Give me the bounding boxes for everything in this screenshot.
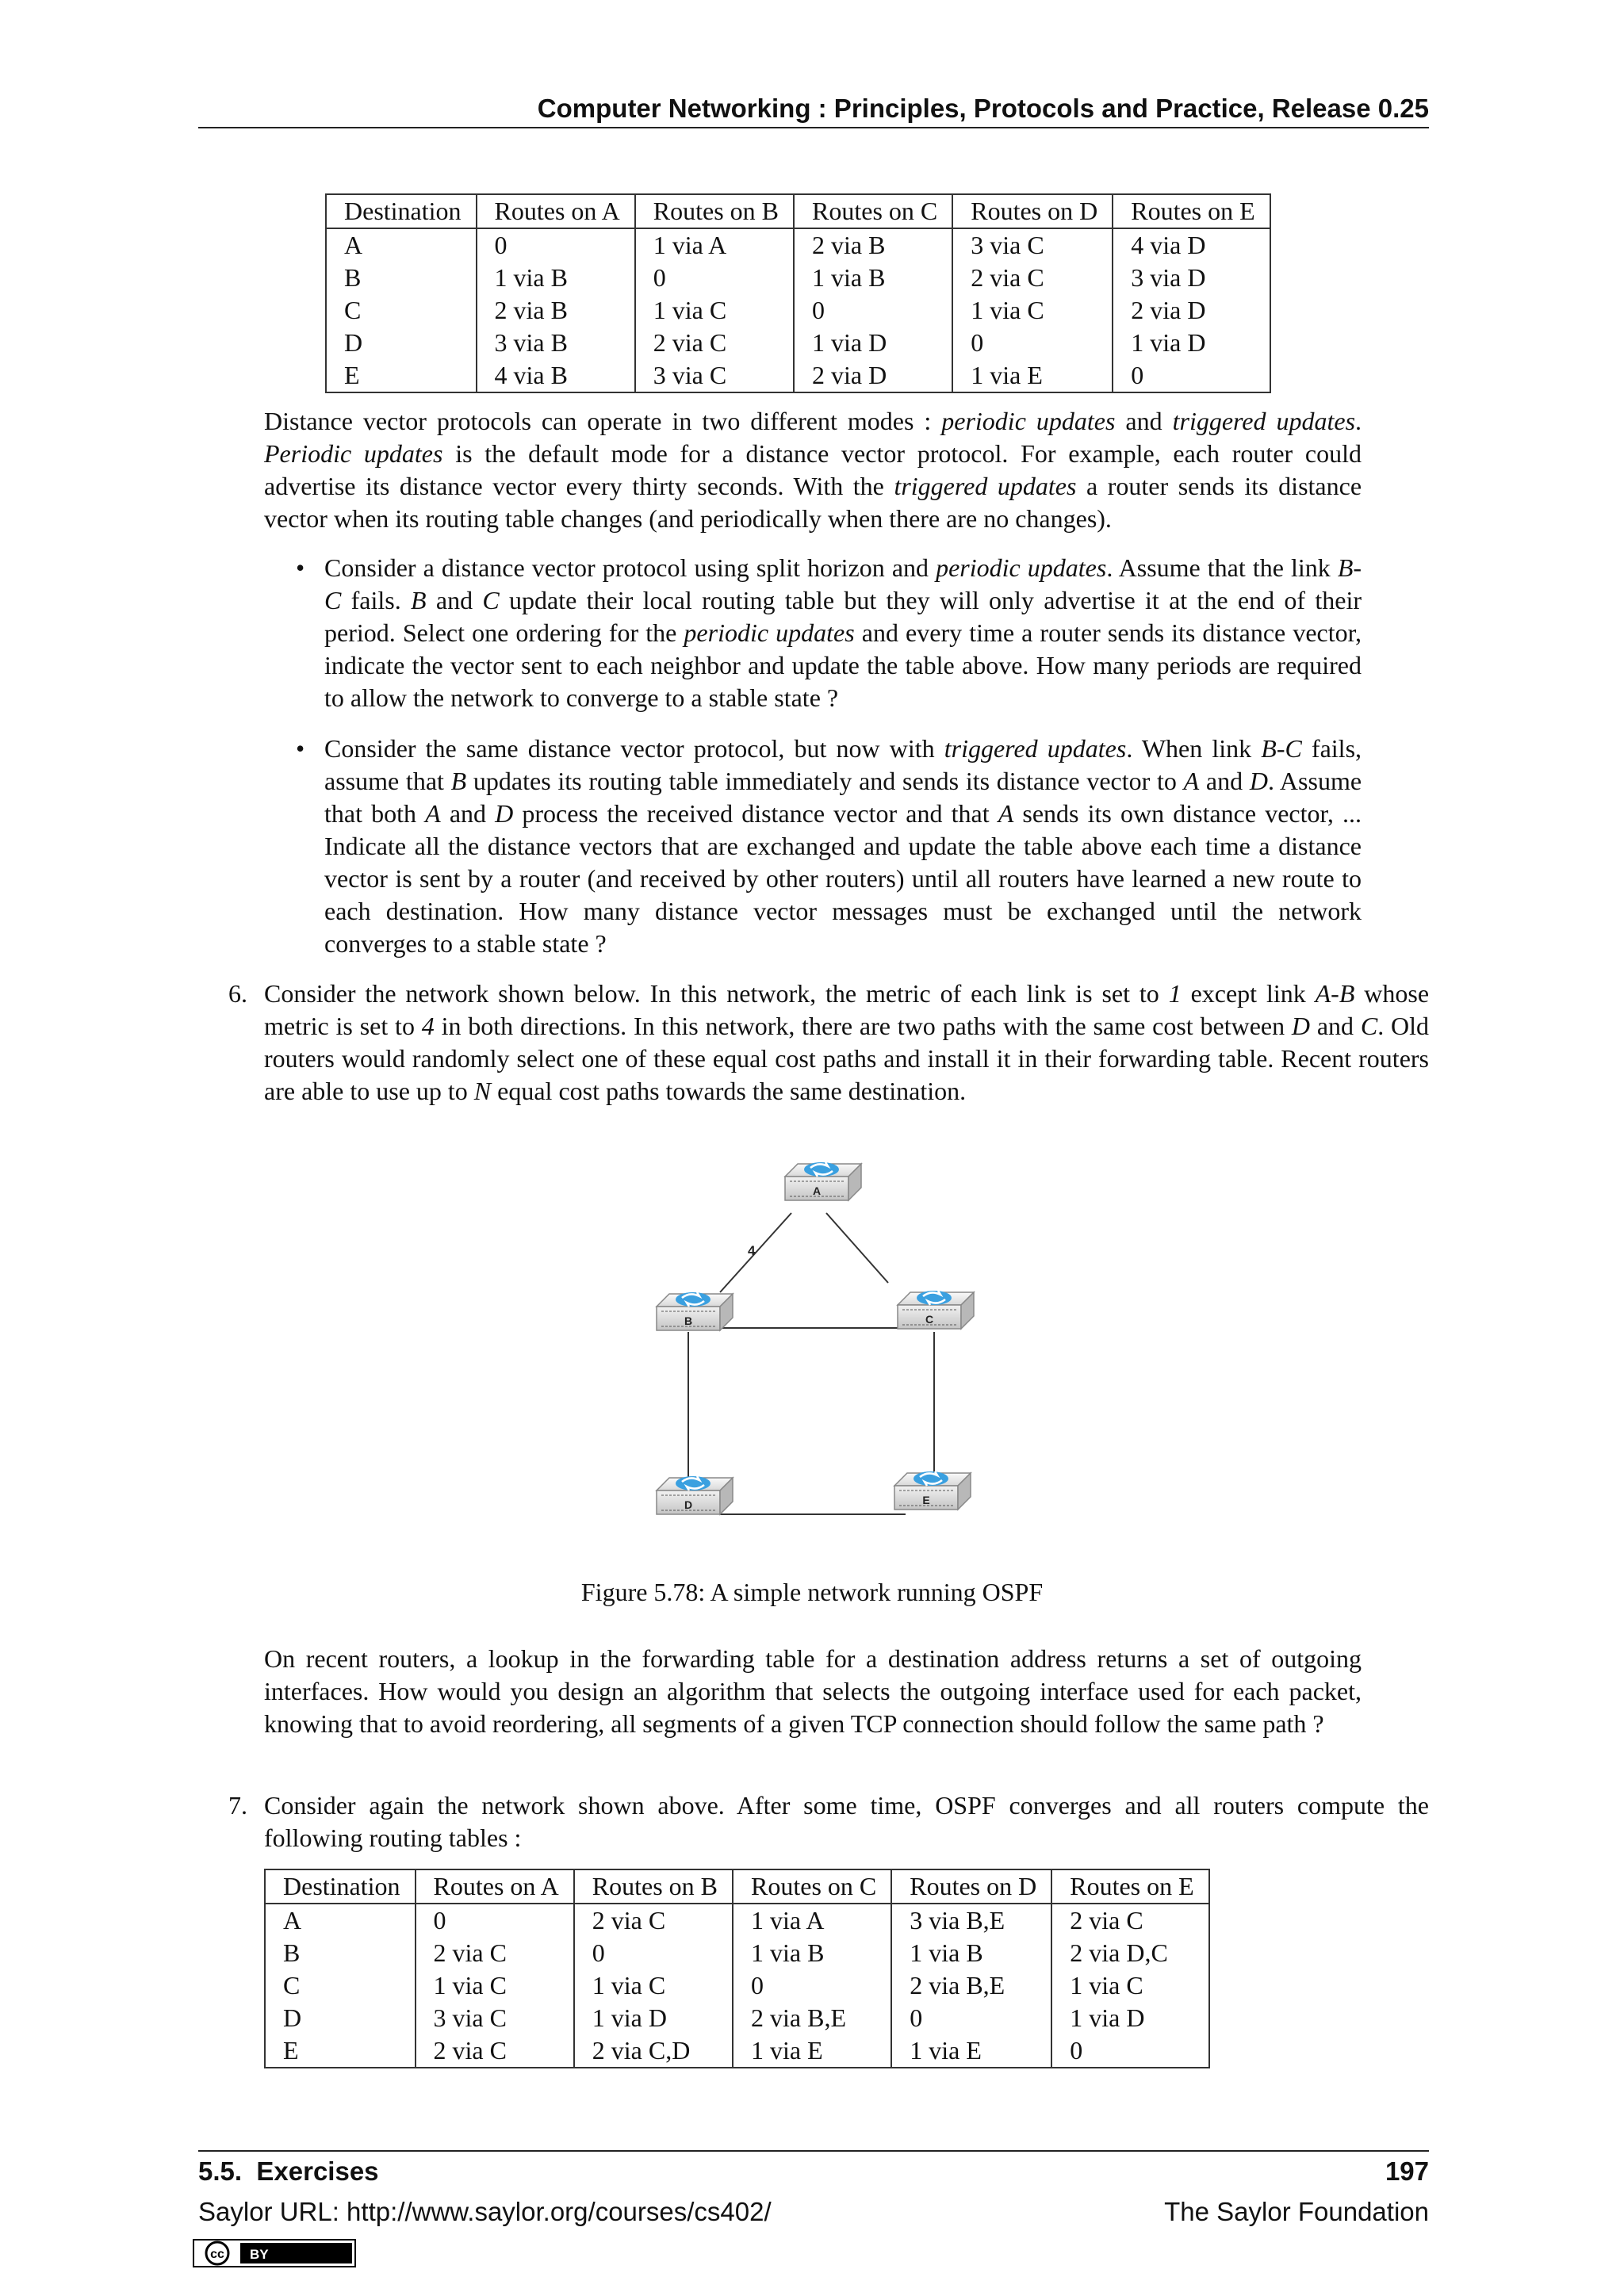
text-span: equal cost paths towards the same destination. [491,1077,967,1105]
item-number: 6. [228,979,247,1008]
footer-rule [198,2150,1429,2152]
table-cell: 1 via D [574,2002,733,2034]
table-cell: 3 via D [1113,262,1270,294]
table-row [326,262,1270,294]
table-cell: 0 [416,1904,574,1937]
network-diagram [619,1142,999,1554]
table-cell: B [326,262,477,294]
table-cell: 1 via C [1051,1969,1208,2002]
router-label: A [812,1184,822,1197]
emphasis: periodic updates [936,553,1107,582]
table-row [326,228,1270,262]
text-span: . Assume that both [324,767,1362,828]
header-cell: Routes on A [416,1869,574,1904]
router-label: B [684,1314,693,1327]
table-cell: 2 via C,D [574,2034,733,2068]
emphasis: B [411,586,427,614]
header-cell: Routes on D [891,1869,1051,1904]
text-span: and every time a router sends its distance vector, indicate the vector sent to each neighbor and update the table above. How many periods are required to allow the network to converge to a stable state ? [324,618,1362,712]
table-row [265,1937,1209,1969]
header-cell: Routes on C [794,194,952,228]
text-span: fails. [341,586,412,614]
emphasis: periodic updates [941,407,1116,435]
table-cell: 1 via B [891,1937,1051,1969]
bullet-icon: • [296,734,305,763]
table-cell: 1 via E [952,359,1113,392]
bullet-item-periodic [296,552,1362,714]
table-cell: C [326,294,477,327]
text-span: Distance vector protocols can operate in two different modes : [264,407,942,435]
emphasis: triggered updates [894,472,1077,500]
table-cell: 0 [733,1969,891,2002]
emphasis: C [1360,1012,1378,1040]
text-span: and [426,586,483,614]
emphasis: A [998,799,1014,828]
table-cell: 3 via C [635,359,794,392]
footer-url: Saylor URL: http://www.saylor.org/courses/cs402/ [198,2197,772,2226]
emphasis: periodic updates [684,618,855,647]
text-span: in both directions. In this network, there are two paths with the same cost between [434,1012,1292,1040]
table-cell: 2 via C [952,262,1113,294]
table-cell: A [265,1904,416,1937]
page-number: 197 [1385,2156,1429,2186]
table-header-row [265,1869,1209,1904]
emphasis: B-C [1261,734,1302,763]
text-span: fails, assume that [324,734,1362,795]
footer-section-title: 5.5. Exercises [198,2156,379,2186]
table-cell: 2 via D [794,359,952,392]
table-cell: 3 via C [952,228,1113,262]
table-cell: 1 via A [733,1904,891,1937]
table-row [265,2034,1209,2068]
table-cell: 3 via C [416,2002,574,2034]
table-cell: 2 via C [574,1904,733,1937]
table-cell: 2 via B,E [891,1969,1051,2002]
router-c [898,1291,974,1329]
emphasis: 1 [1168,979,1182,1008]
table-cell: 2 via B,E [733,2002,891,2034]
header-cell: Routes on E [1113,194,1270,228]
router-label: C [925,1313,934,1326]
text-span: . Assume that the link [1106,553,1338,582]
emphasis: A [1183,767,1200,795]
text-span: Consider a distance vector protocol using split horizon and [324,553,936,582]
text-span: . Old routers would randomly select one of these equal cost paths and install it in their forwarding table. Recent routers are able to use up to [264,1012,1430,1105]
table-cell: 1 via B [477,262,635,294]
emphasis: D [1249,767,1268,795]
table-cell: 4 via B [477,359,635,392]
text-span: and [1115,407,1173,435]
text-span: . When link [1126,734,1262,763]
table-cell: 1 via B [733,1937,891,1969]
table-cell: A [326,228,477,262]
table-cell: 1 via C [416,1969,574,2002]
table-cell: 2 via C [1051,1904,1208,1937]
table-cell: 0 [952,327,1113,359]
table-cell: C [265,1969,416,2002]
table-cell: 1 via D [1051,2002,1208,2034]
emphasis: triggered updates [944,734,1127,763]
text-span: Consider the network shown below. In this network, the metric of each link is set to [264,979,1169,1008]
text-span: . [1355,407,1362,435]
table-cell: 4 via D [1113,228,1270,262]
emphasis: D [1291,1012,1311,1040]
text-span: update their local routing table but they will only advertise it at the end of their period. Select one ordering for the [324,586,1362,647]
item-number: 7. [228,1791,247,1820]
table-cell: 2 via C [416,2034,574,2068]
text-span: and [1310,1012,1361,1040]
header-cell: Routes on D [952,194,1113,228]
table-cell: 1 via B [794,262,952,294]
table-cell: 2 via C [416,1937,574,1969]
table-cell: 1 via E [733,2034,891,2068]
table-cell: 2 via C [635,327,794,359]
emphasis: C [482,586,500,614]
emphasis: triggered updates [1172,407,1356,435]
table-row [265,2002,1209,2034]
router-icon [785,1162,861,1200]
table-cell: 0 [635,262,794,294]
text-span: sends its own distance vector, ... Indicate all the distance vectors that are exchanged and update the table above each time a distance vector is sent by a router (and received by other routers) until all routers have learned a new route to each destination. How many distance vector messages must be exchanged until the network converges to a stable state ? [324,799,1362,958]
text-span: and [1199,767,1250,795]
text-span: and [440,799,496,828]
router-label: E [922,1494,930,1506]
table-cell: 0 [574,1937,733,1969]
table-cell: 1 via D [1113,327,1270,359]
emphasis: 4 [421,1012,435,1040]
table-cell: 1 via D [794,327,952,359]
header-cell: Routes on C [733,1869,891,1904]
table-cell: E [326,359,477,392]
router-d [657,1476,733,1514]
table-row [265,1904,1209,1937]
table-cell: 2 via D [1113,294,1270,327]
table-cell: D [326,327,477,359]
routing-table-1 [325,193,1271,393]
text-span: updates its routing table immediately and sends its distance vector to [466,767,1184,795]
header-cell: Destination [326,194,477,228]
router-e [894,1471,971,1510]
emphasis: N [473,1077,492,1105]
text-span: a router sends its distance vector when its routing table changes (and periodically when there are no changes). [264,472,1362,533]
table-header-row [326,194,1270,228]
table-cell: 1 via A [635,228,794,262]
header-cell: Routes on E [1051,1869,1208,1904]
routing-table-2 [264,1869,1210,2068]
intro-paragraph [264,405,1362,535]
cc-label: cc [210,2248,224,2261]
header-cell: Destination [265,1869,416,1904]
header-rule [198,127,1429,128]
emphasis: B [450,767,467,795]
figure-caption: Figure 5.78: A simple network running OSPF [580,1578,1044,1606]
table-row [326,294,1270,327]
bullet-text [324,733,1362,960]
router-icon [657,1476,733,1514]
emphasis: B-C [324,553,1362,614]
table-cell: 0 [1051,2034,1208,2068]
text-span: process the received distance vector and that [513,799,998,828]
table-cell: 2 via B [477,294,635,327]
item-text [264,978,1429,1108]
table-cell: 1 via C [574,1969,733,2002]
text-span: is the default mode for a distance vector protocol. For example, each router could advertise its distance vector every thirty seconds. With the [264,439,1362,500]
emphasis: A-B [1315,979,1355,1008]
table-cell: 1 via C [635,294,794,327]
table-cell: 0 [1113,359,1270,392]
table-cell: 0 [477,228,635,262]
table-cell: D [265,2002,416,2034]
table-row [265,1969,1209,2002]
bullet-item-triggered [296,733,1362,960]
router-icon [898,1291,974,1329]
link-metric-ab: 4 [748,1243,756,1258]
by-label: BY [250,2247,269,2262]
table-cell: 0 [794,294,952,327]
item-text: Consider again the network shown above. After some time, OSPF converges and all routers compute the following routing tables : [264,1791,1429,1852]
table-cell: 3 via B,E [891,1904,1051,1937]
footer-foundation: The Saylor Foundation [1164,2197,1429,2226]
table-cell: 2 via D,C [1051,1937,1208,1969]
table-cell: 0 [891,2002,1051,2034]
bullet-text [324,552,1362,714]
cc-by-license-icon [193,2239,356,2267]
router-icon [657,1292,733,1330]
router-a [785,1162,861,1200]
table-cell: 3 via B [477,327,635,359]
table-row [326,359,1270,392]
table-cell: 1 via E [891,2034,1051,2068]
router-label: D [684,1498,693,1511]
router-icon [894,1471,971,1510]
link-a-c [826,1213,888,1283]
router-b [657,1292,733,1330]
running-header: Computer Networking : Principles, Protocols and Practice, Release 0.25 [537,94,1429,123]
link-a-b [720,1213,791,1292]
header-cell: Routes on B [635,194,794,228]
emphasis: D [495,799,514,828]
table-cell: B [265,1937,416,1969]
header-cell: Routes on A [477,194,635,228]
emphasis: A [425,799,441,828]
table-cell: 2 via B [794,228,952,262]
text-span: Consider the same distance vector protocol, but now with [324,734,944,763]
table-cell: E [265,2034,416,2068]
text-span: whose metric is set to [264,979,1430,1040]
emphasis: Periodic updates [264,439,443,468]
bullet-icon: • [296,553,305,582]
header-cell: Routes on B [574,1869,733,1904]
text-span: except link [1181,979,1316,1008]
exercise-item-7 [228,1789,1429,1854]
table-row [326,327,1270,359]
exercise-item-6 [228,978,1430,1108]
ecmp-paragraph: On recent routers, a lookup in the forwarding table for a destination address returns a set of outgoing interfaces. How would you design an algorithm that selects the outgoing interface used for each packet, knowing that to avoid reordering, all segments of a given TCP connection should follow the same path ? [264,1644,1362,1738]
table-cell: 1 via C [952,294,1113,327]
